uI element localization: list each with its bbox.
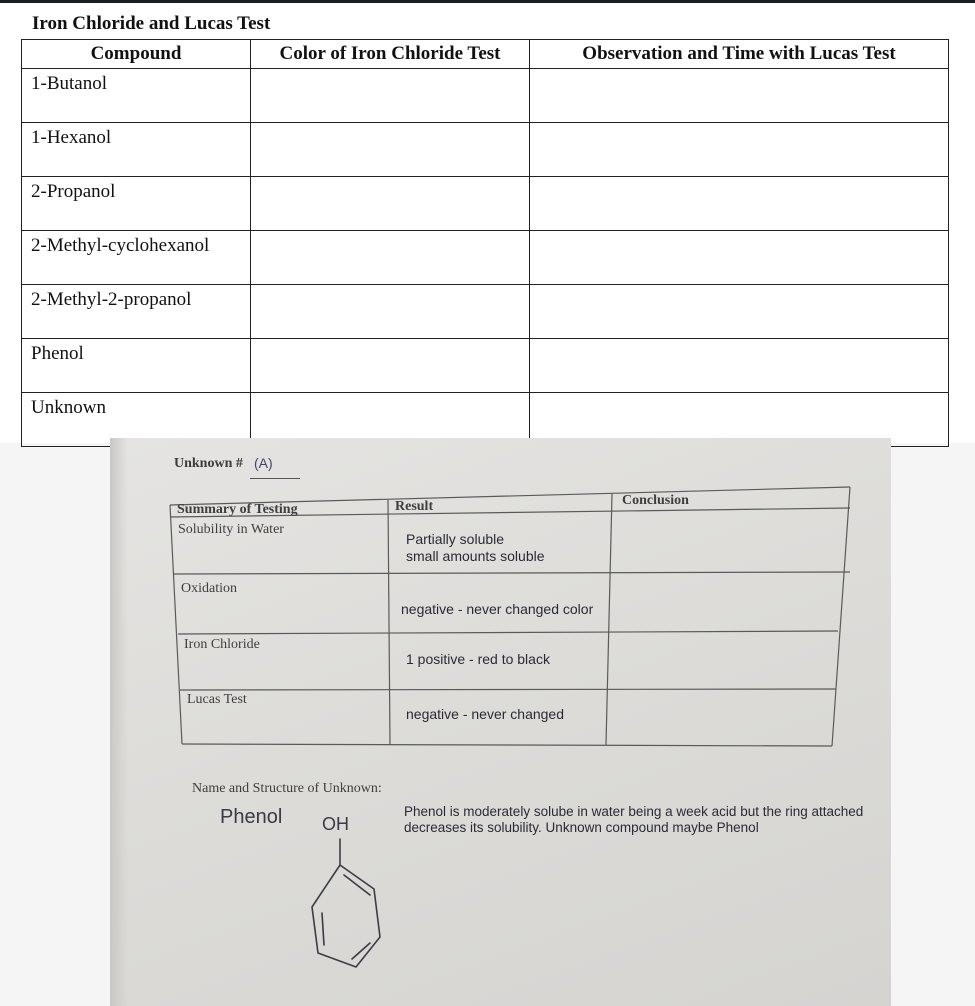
lucas-cell[interactable] (530, 69, 949, 123)
test-name: Iron Chloride (184, 637, 260, 652)
test-result: negative - never changed color (401, 601, 594, 617)
iron-chloride-cell[interactable] (251, 231, 530, 285)
iron-chloride-cell[interactable] (251, 69, 530, 123)
compound-name: Phenol (220, 806, 283, 828)
header-lucas: Observation and Time with Lucas Test (530, 40, 949, 69)
table-row (22, 123, 949, 177)
compound-cell: Unknown (22, 393, 251, 447)
summary-header-result: Result (395, 499, 434, 514)
summary-header-conclusion: Conclusion (622, 493, 689, 508)
test-name: Lucas Test (187, 692, 247, 707)
test-name: Solubility in Water (178, 522, 284, 537)
lucas-cell[interactable] (530, 177, 949, 231)
unknown-label: Unknown # (174, 456, 243, 471)
compound-cell: Phenol (22, 339, 251, 393)
iron-chloride-cell[interactable] (251, 339, 530, 393)
test-result: negative - never changed (406, 706, 564, 722)
table-row (22, 339, 949, 393)
lucas-cell[interactable] (530, 123, 949, 177)
compound-test-table (21, 39, 949, 447)
compound-cell: 2-Methyl-2-propanol (22, 285, 251, 339)
summary-header-test: Summary of Testing (177, 502, 298, 517)
table-header-row (22, 40, 949, 69)
table-row (22, 177, 949, 231)
test-result: 1 positive - red to black (406, 651, 550, 667)
test-name: Oxidation (181, 581, 237, 596)
unknown-value: (A) (254, 455, 273, 471)
compound-cell: 1-Hexanol (22, 123, 251, 177)
page-title: Iron Chloride and Lucas Test (32, 13, 271, 34)
test-result: Partially soluble small amounts soluble (406, 531, 545, 564)
header-iron-chloride: Color of Iron Chloride Test (251, 40, 530, 69)
worksheet-photo (110, 438, 891, 1006)
worksheet-table-section (0, 3, 975, 443)
hydroxyl-label: OH (322, 814, 349, 834)
lucas-cell[interactable] (530, 231, 949, 285)
compound-cell: 2-Propanol (22, 177, 251, 231)
compound-cell: 2-Methyl-cyclohexanol (22, 231, 251, 285)
compound-cell: 1-Butanol (22, 69, 251, 123)
lucas-cell[interactable] (530, 285, 949, 339)
iron-chloride-cell[interactable] (251, 177, 530, 231)
benzene-ring-icon (300, 833, 400, 983)
table-row (22, 231, 949, 285)
lucas-cell[interactable] (530, 339, 949, 393)
header-compound: Compound (22, 40, 251, 69)
iron-chloride-cell[interactable] (251, 285, 530, 339)
table-row (22, 285, 949, 339)
table-row (22, 69, 949, 123)
explanation-text: Phenol is moderately solube in water being a week acid but the ring attached decreases its solubility. Unknown compound maybe Phenol (404, 804, 864, 835)
name-structure-label: Name and Structure of Unknown: (192, 781, 382, 796)
iron-chloride-cell[interactable] (251, 123, 530, 177)
